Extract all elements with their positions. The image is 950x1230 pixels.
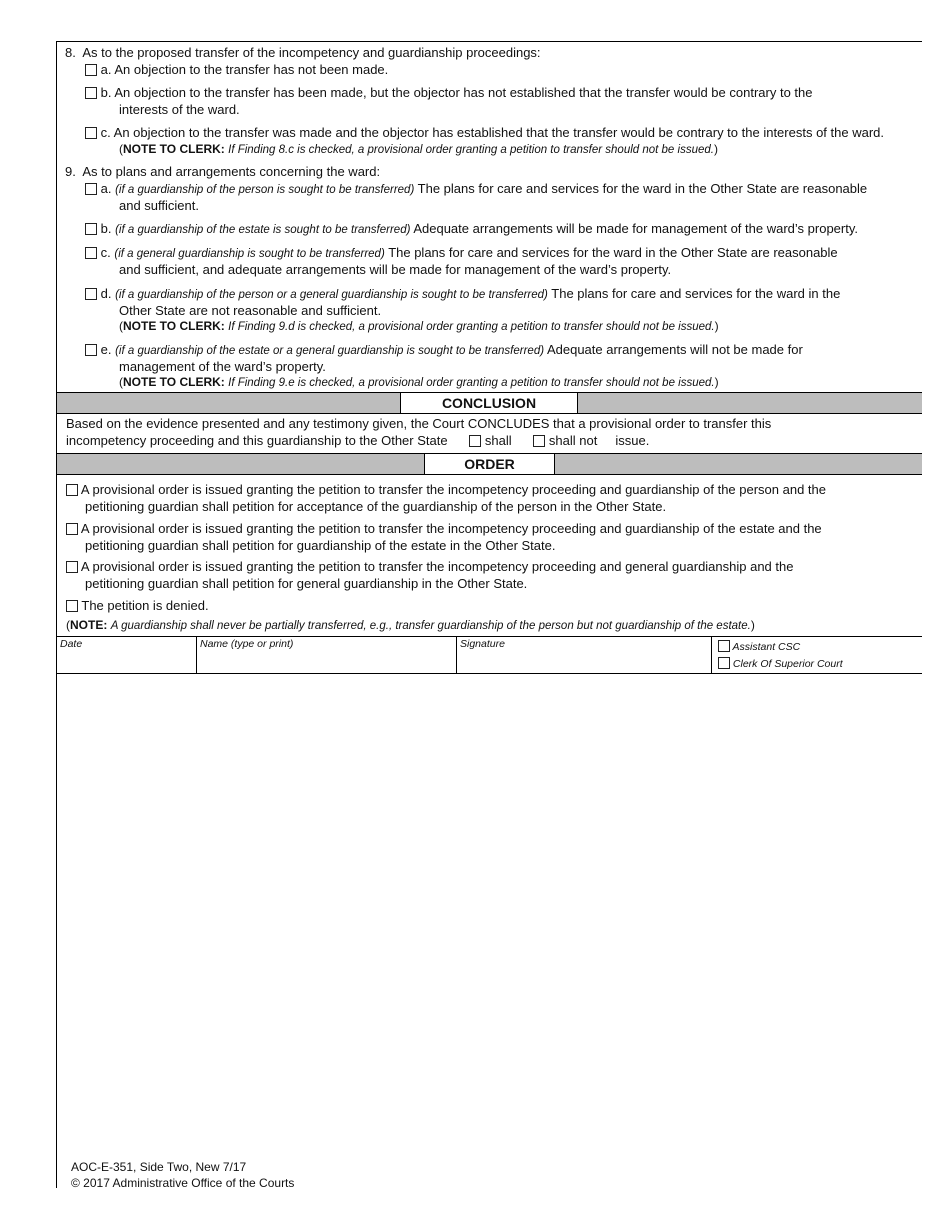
- name-cell[interactable]: [197, 637, 457, 673]
- finding-9-intro: 9. As to plans and arrangements concerning the ward:: [65, 164, 381, 179]
- finding-9c: c. (if a general guardianship is sought to be transferred) The plans for care and services for the ward in the Other State are reasonable: [85, 244, 838, 263]
- finding-9e-note: (NOTE TO CLERK: If Finding 9.e is checked, a provisional order granting a petition to transfer should not be issued.): [119, 375, 719, 389]
- form-left-border: [56, 41, 57, 1188]
- order-header-bar: [57, 453, 922, 475]
- order-item-2-line2: petitioning guardian shall petition for guardianship of the estate in the Other State.: [85, 538, 556, 553]
- clerk-title-options: Assistant CSC Clerk Of Superior Court: [718, 639, 843, 673]
- form-id: AOC-E-351, Side Two, New 7/17: [71, 1160, 247, 1174]
- finding-9b: b. (if a guardianship of the estate is sought to be transferred) Adequate arrangements will be made for management of the ward’s property.: [85, 220, 858, 239]
- order-item-3-checkbox[interactable]: [66, 561, 78, 573]
- form-top-border: [56, 41, 922, 42]
- conclusion-header-bar: [57, 392, 922, 414]
- finding-9c-checkbox[interactable]: [85, 247, 97, 259]
- finding-9a: a. (if a guardianship of the person is sought to be transferred) The plans for care and services for the ward in the Other State are reasonable: [85, 180, 867, 199]
- finding-9c-line2: and sufficient, and adequate arrangements will be made for management of the ward’s property.: [119, 262, 672, 277]
- order-item-1: A provisional order is issued granting the petition to transfer the incompetency proceeding and guardianship of the person and the: [66, 481, 826, 498]
- clerk-checkbox[interactable]: [718, 657, 730, 669]
- finding-9a-checkbox[interactable]: [85, 183, 97, 195]
- finding-8a: a. An objection to the transfer has not been made.: [85, 61, 388, 78]
- finding-9e-line2: management of the ward’s property.: [119, 359, 326, 374]
- finding-9e: e. (if a guardianship of the estate or a general guardianship is sought to be transferred) Adequate arrangements will not be made for: [85, 341, 803, 360]
- signature-row: [57, 636, 922, 674]
- finding-8a-checkbox[interactable]: [85, 64, 97, 76]
- finding-9b-checkbox[interactable]: [85, 223, 97, 235]
- finding-9d: d. (if a guardianship of the person or a general guardianship is sought to be transferred) The plans for care and services for the ward in the: [85, 285, 840, 304]
- order-title: ORDER: [424, 453, 555, 475]
- finding-8c-note: (NOTE TO CLERK: If Finding 8.c is checked, a provisional order granting a petition to transfer should not be issued.): [119, 142, 718, 156]
- finding-8c-checkbox[interactable]: [85, 127, 97, 139]
- name-label: Name (type or print): [200, 638, 294, 650]
- order-item-1-checkbox[interactable]: [66, 484, 78, 496]
- finding-8-intro: 8. As to the proposed transfer of the incompetency and guardianship proceedings:: [65, 45, 541, 60]
- finding-9d-note: (NOTE TO CLERK: If Finding 9.d is checked, a provisional order granting a petition to transfer should not be issued.): [119, 319, 719, 333]
- signature-label: Signature: [460, 638, 505, 650]
- finding-9e-checkbox[interactable]: [85, 344, 97, 356]
- order-item-3-line2: petitioning guardian shall petition for general guardianship in the Other State.: [85, 576, 528, 591]
- order-item-3: A provisional order is issued granting the petition to transfer the incompetency proceeding and general guardianship and the: [66, 558, 793, 575]
- conclusion-line1: Based on the evidence presented and any testimony given, the Court CONCLUDES that a provisional order to transfer this: [66, 416, 772, 431]
- finding-9d-checkbox[interactable]: [85, 288, 97, 300]
- order-note: (NOTE: A guardianship shall never be partially transferred, e.g., transfer guardianship of the person but not guardianship of the estate.): [66, 618, 755, 632]
- order-item-4: The petition is denied.: [66, 597, 209, 614]
- copyright: © 2017 Administrative Office of the Courts: [71, 1176, 295, 1190]
- finding-8b-line2: interests of the ward.: [119, 102, 240, 117]
- conclusion-title: CONCLUSION: [400, 392, 578, 414]
- finding-8b-checkbox[interactable]: [85, 87, 97, 99]
- finding-9d-line2: Other State are not reasonable and sufficient.: [119, 303, 382, 318]
- date-label: Date: [60, 638, 83, 650]
- date-cell[interactable]: [57, 637, 197, 673]
- conclusion-line2: incompetency proceeding and this guardianship to the Other State shall shall not issue.: [66, 433, 650, 448]
- signature-cell[interactable]: [457, 637, 712, 673]
- order-item-1-line2: petitioning guardian shall petition for acceptance of the guardianship of the person in the Other State.: [85, 499, 667, 514]
- assistant-csc-checkbox[interactable]: [718, 640, 730, 652]
- finding-8b: b. An objection to the transfer has been made, but the objector has not established that the transfer would be contrary to the: [85, 84, 812, 101]
- order-item-2-checkbox[interactable]: [66, 523, 78, 535]
- order-item-4-checkbox[interactable]: [66, 600, 78, 612]
- order-item-2: A provisional order is issued granting the petition to transfer the incompetency proceeding and guardianship of the estate and the: [66, 520, 822, 537]
- shall-not-checkbox[interactable]: [533, 435, 545, 447]
- finding-9a-line2: and sufficient.: [119, 198, 199, 213]
- finding-8c: c. An objection to the transfer was made and the objector has established that the transfer would be contrary to the interests of the ward.: [85, 124, 884, 141]
- shall-checkbox[interactable]: [469, 435, 481, 447]
